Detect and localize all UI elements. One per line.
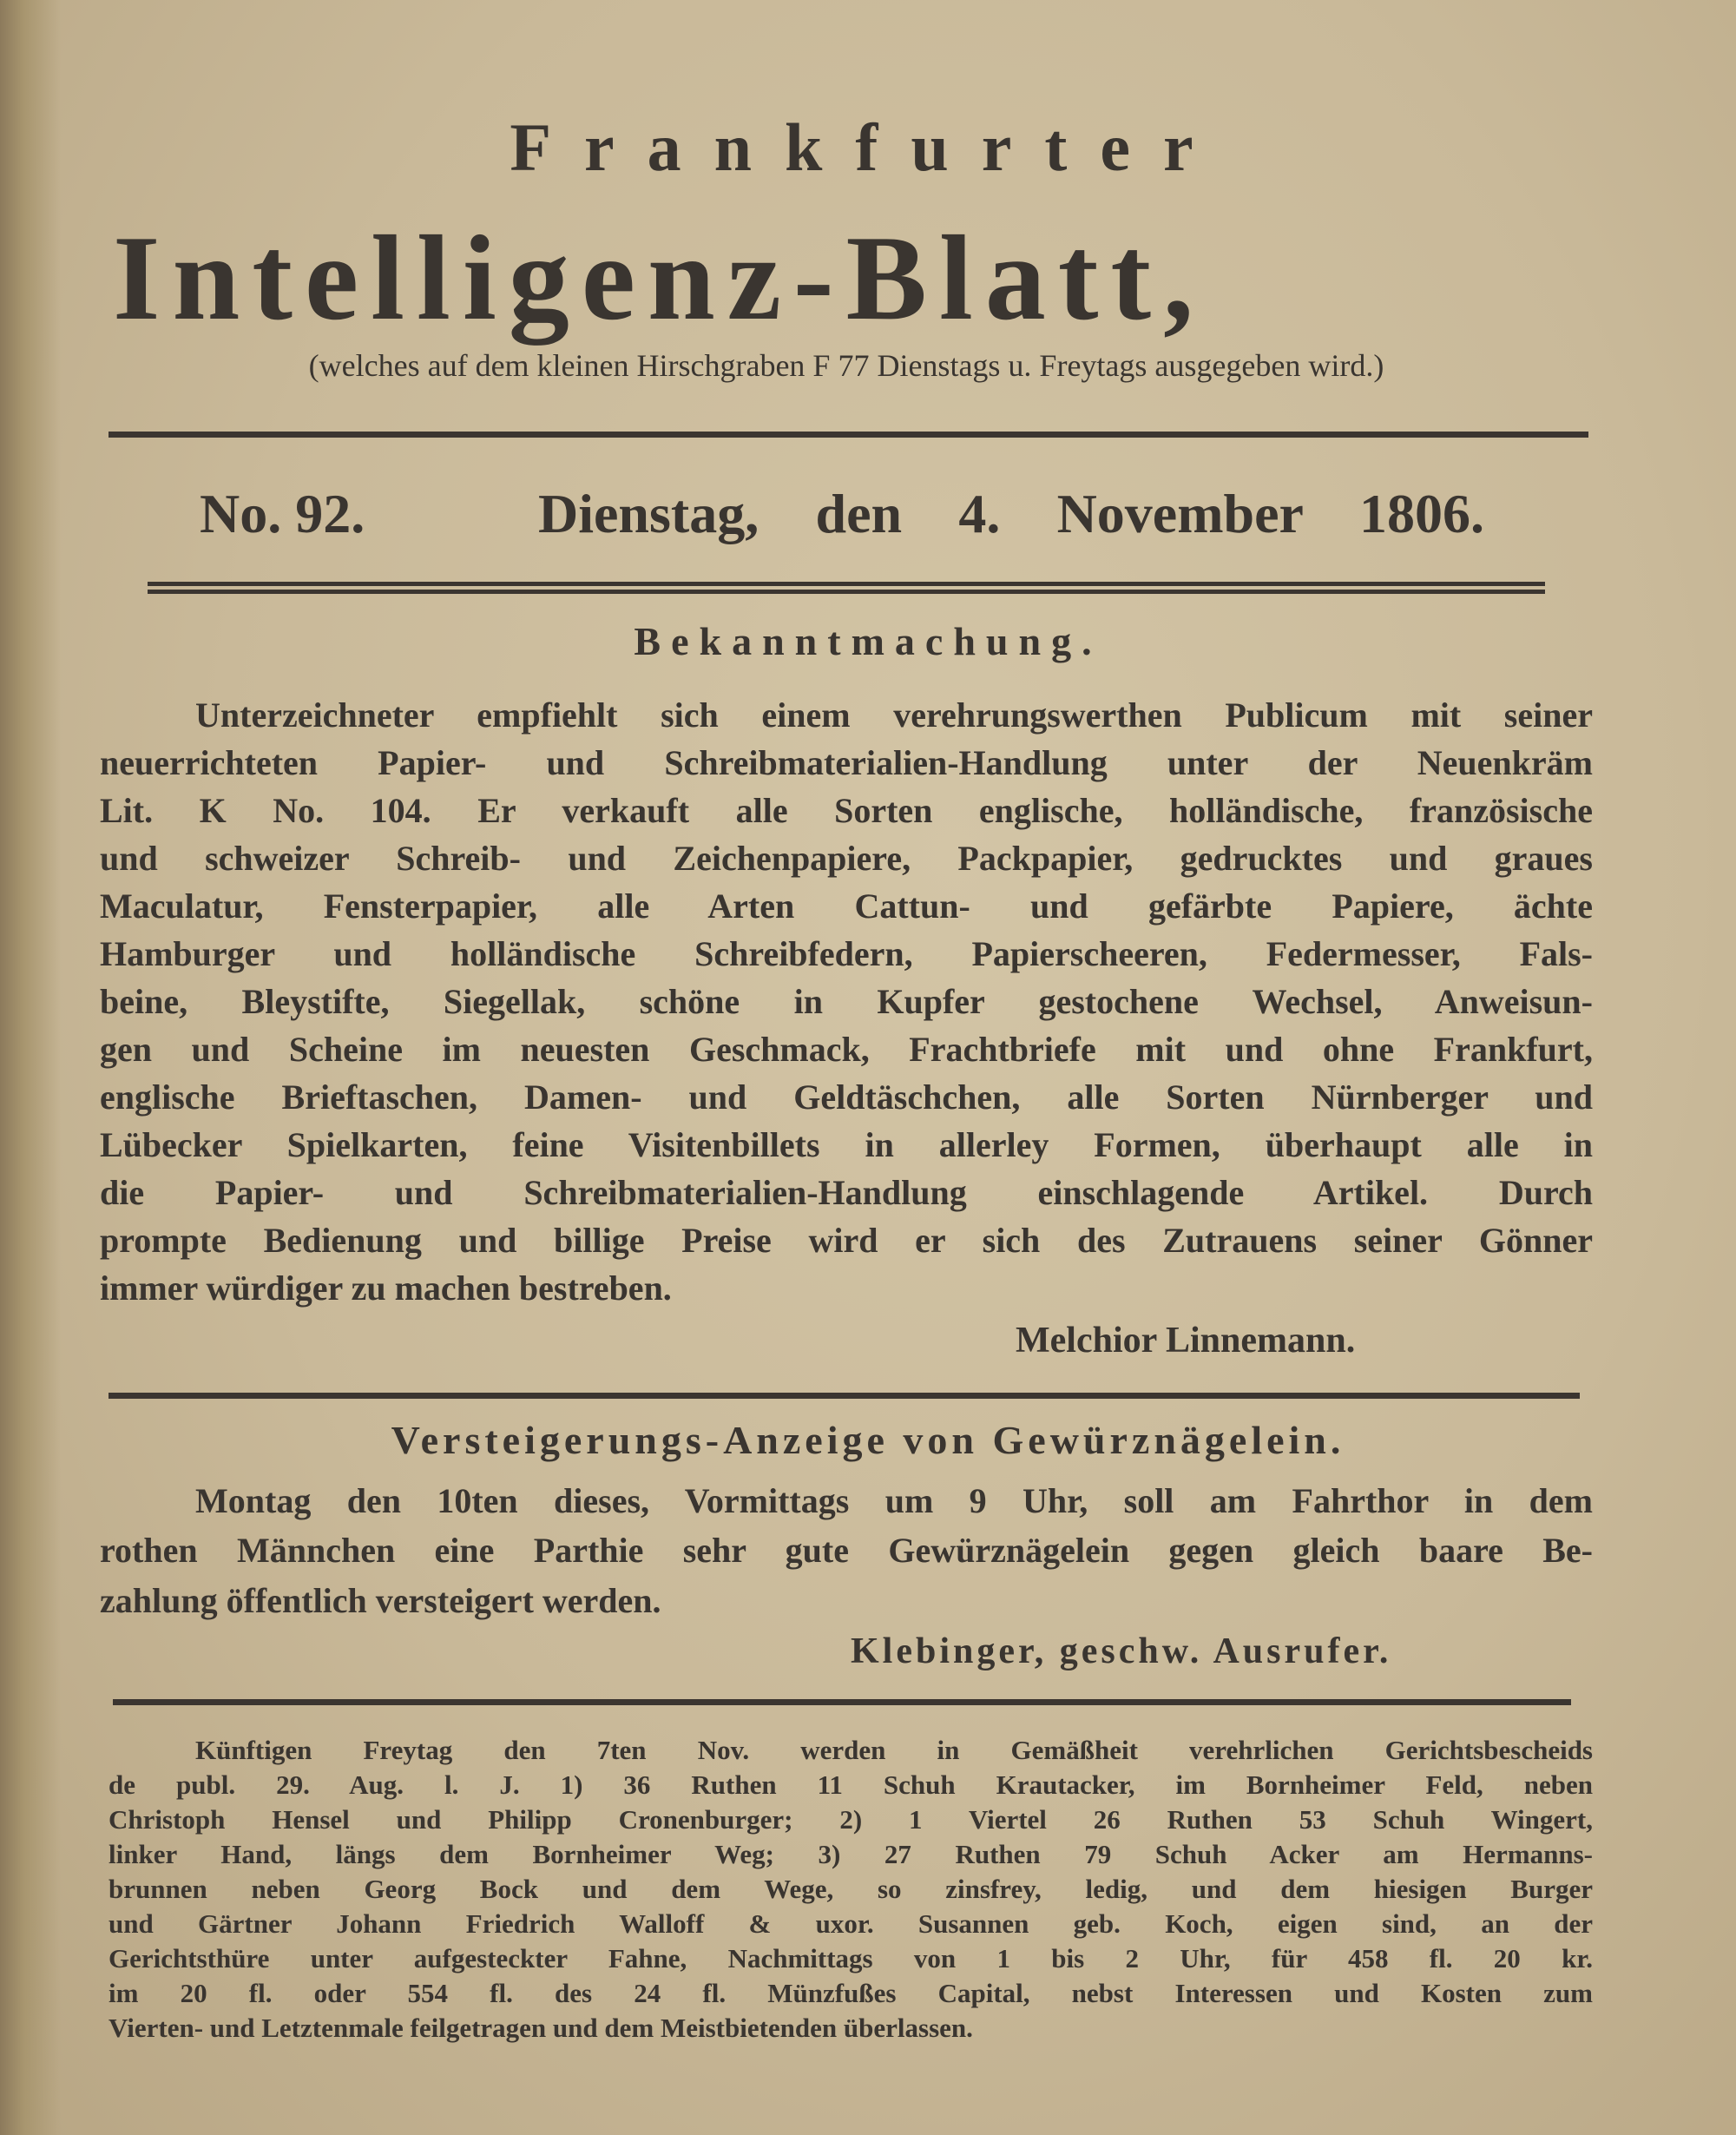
notice2-heading: Versteigerungs-Anzeige von Gewürznägelein.: [391, 1418, 1345, 1462]
masthead-title-line1: Frankfurter: [510, 109, 1226, 185]
text-line: Unterzeichneter empfiehlt sich einem verehrungswerthen Publicum mit seiner: [195, 695, 1593, 735]
text-line: gen und Scheine im neuesten Geschmack, Frachtbriefe mit und ohne Frankfurt,: [100, 1030, 1593, 1069]
text-line: im 20 fl. oder 554 fl. des 24 fl. Münzfußes Capital, nebst Interessen und Kosten zum: [108, 1978, 1593, 2008]
text-line: brunnen neben Georg Bock und dem Wege, so zinsfrey, ledig, und dem hiesigen Burger: [108, 1874, 1593, 1904]
text-line: rothen Männchen eine Parthie sehr gute Gewürznägelein gegen gleich baare Be-: [100, 1531, 1593, 1570]
notice2-signature: Klebinger, geschw. Ausrufer.: [851, 1631, 1392, 1671]
text-line: Montag den 10ten dieses, Vormittags um 9 Uhr, soll am Fahrthor in dem: [195, 1481, 1593, 1520]
text-line: und schweizer Schreib- und Zeichenpapiere, Packpapier, gedrucktes und graues: [100, 839, 1593, 878]
text-line: beine, Bleystifte, Siegellak, schöne in Kupfer gestochene Wechsel, Anweisun-: [100, 982, 1593, 1021]
divider: [113, 1699, 1571, 1705]
text-line: zahlung öffentlich versteigert werden.: [100, 1581, 661, 1620]
text-line: Hamburger und holländische Schreibfedern, Papierscheeren, Federmesser, Fals-: [100, 934, 1593, 973]
text-line: Gerichtsthüre unter aufgesteckter Fahne, Nachmittags von 1 bis 2 Uhr, für 458 fl. 20 kr.: [108, 1943, 1593, 1974]
text-line: immer würdiger zu machen bestreben.: [100, 1268, 672, 1308]
masthead-subtitle: (welches auf dem kleinen Hirschgraben F 77 Dienstags u. Freytags ausgegeben wird.): [308, 348, 1384, 383]
divider: [148, 582, 1545, 586]
divider: [108, 1393, 1580, 1399]
text-line: prompte Bedienung und billige Preise wird er sich des Zutrauens seiner Gönner: [100, 1221, 1593, 1260]
divider: [108, 432, 1588, 438]
text-line: Vierten- und Letztenmale feilgetragen und dem Meistbietenden überlassen.: [108, 2013, 973, 2043]
text-line: neuerrichteten Papier- und Schreibmaterialien-Handlung unter der Neuenkräm: [100, 743, 1593, 782]
text-line: die Papier- und Schreibmaterialien-Handlung einschlagende Artikel. Durch: [100, 1173, 1593, 1212]
page-edge-shadow: [0, 0, 61, 2135]
text-line: Maculatur, Fensterpapier, alle Arten Cattun- und gefärbte Papiere, ächte: [100, 886, 1593, 926]
text-line: linker Hand, längs dem Bornheimer Weg; 3) 27 Ruthen 79 Schuh Acker am Hermanns-: [108, 1839, 1593, 1869]
text-line: Lit. K No. 104. Er verkauft alle Sorten englische, holländische, französische: [100, 791, 1593, 830]
text-line: de publ. 29. Aug. l. J. 1) 36 Ruthen 11 Schuh Krautacker, im Bornheimer Feld, neben: [108, 1769, 1593, 1800]
text-line: und Gärtner Johann Friedrich Walloff & uxor. Susannen geb. Koch, eigen sind, an der: [108, 1908, 1593, 1939]
masthead-title-line2: Intelligenz-Blatt,: [113, 211, 1207, 346]
text-line: Lübecker Spielkarten, feine Visitenbillets in allerley Formen, überhaupt alle in: [100, 1125, 1593, 1164]
issue-number: No. 92.: [200, 483, 365, 544]
notice1-heading: Bekanntmachung.: [634, 619, 1102, 663]
text-line: Künftigen Freytag den 7ten Nov. werden in Gemäßheit verehrlichen Gerichtsbescheids: [195, 1735, 1593, 1765]
text-line: englische Brieftaschen, Damen- und Geldtäschchen, alle Sorten Nürnberger und: [100, 1077, 1593, 1117]
text-line: Christoph Hensel und Philipp Cronenburger; 2) 1 Viertel 26 Ruthen 53 Schuh Wingert,: [108, 1804, 1593, 1835]
notice1-signature: Melchior Linnemann.: [1016, 1321, 1356, 1361]
issue-date: Dienstag, den 4. November 1806.: [538, 483, 1484, 544]
